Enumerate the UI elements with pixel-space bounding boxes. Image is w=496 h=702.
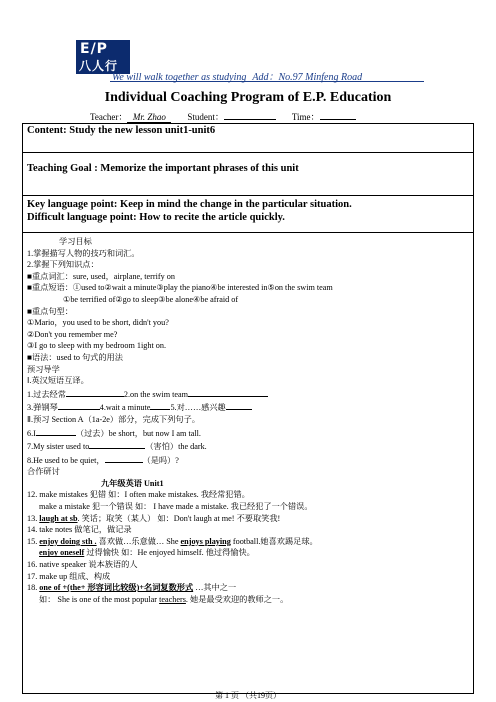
header-divider [110, 81, 424, 82]
section-heading: 学习目标 [59, 237, 92, 246]
key-phrases-line: ■重点短语：①used to②wait a minute③play the piano④be interested in⑤on the swim team [27, 283, 333, 293]
content-text: Content: Study the new lesson unit1-unit6 [27, 125, 216, 136]
answer-blank [226, 400, 252, 410]
phrase-key: enjoy doing sth . [39, 536, 97, 546]
phrase-example [27, 547, 469, 559]
time-label: Time： [291, 112, 320, 122]
phrase-item [27, 582, 469, 594]
key-phrases-line: ①be terrified of②go to sleep③be alone④be afraid of [63, 294, 239, 304]
exercise-prompt: 8.He used to be quiet， [27, 455, 105, 465]
student-blank [224, 119, 276, 120]
phrase-key: enjoy oneself [39, 548, 85, 558]
page-header [0, 0, 496, 83]
phrase-item: 16. native speaker 说本族语的人 [27, 560, 138, 570]
exercise-prompt: 4.wait a minute [99, 403, 151, 413]
teacher-line [90, 110, 356, 123]
phrase-highlight: enjoys playing [180, 536, 231, 546]
exercise-line [27, 387, 469, 401]
answer-blank [150, 400, 170, 410]
logo-text-bottom: 八人行 [79, 59, 119, 73]
logo-text-top: E/P [80, 41, 108, 57]
exercise-prompt: 2.on the swim team [123, 389, 189, 399]
key-sentence: ①Mario，you used to be short, didn't you? [27, 318, 169, 328]
key-sentences-heading: ■重点句型： [27, 306, 73, 316]
teaching-goal-row [22, 152, 474, 196]
grammar-line: ■语法：used to 句式的用法 [27, 352, 123, 362]
lesson-body [22, 232, 474, 694]
answer-blank [89, 439, 145, 449]
phrase-key: laugh at sb [39, 513, 78, 523]
phrase-key: one of +(the+ 形容词比较级)+名词复数形式 [39, 583, 194, 593]
phrase-gloss: 过得愉快 如：He enjoyed himself. 他过得愉快。 [84, 548, 255, 558]
exercise-prompt: 7.My sister used to [27, 442, 90, 452]
item-number: 15. [27, 536, 40, 546]
answer-blank [66, 387, 124, 397]
difficult-language-point: Difficult language point: How to recite the article quickly. [27, 212, 285, 223]
exercise-prompt: 6.I [27, 428, 36, 438]
phrase-example: make a mistake 犯一个错误 如： I have made a mistake. 我已经犯了一个错误。 [39, 502, 313, 512]
phrase-gloss: …其中之一 [193, 583, 237, 593]
exercise-line [27, 439, 469, 453]
objective-line: 2.掌握下列知识点： [27, 260, 99, 270]
content-row [22, 123, 474, 153]
item-number: 13. [27, 513, 40, 523]
item-number: 18. [27, 583, 40, 593]
teaching-goal-text: Teaching Goal : Memorize the important phrases of this unit [27, 163, 299, 174]
exercise-prompt: （是吗）? [142, 455, 179, 465]
exercise-prompt: 1.过去经常 [27, 389, 66, 399]
phrase-item: 17. make up 组成、构成 [27, 571, 111, 581]
exercise-prompt: 5.对……感兴趣 [170, 403, 226, 413]
slogan: We will walk together as studying [112, 72, 247, 83]
student-label: Student： [187, 112, 224, 122]
phrase-item: 12. make mistakes 犯错 如：I often make mistakes. 我经常犯错。 [27, 490, 250, 500]
document-title: Individual Coaching Program of E.P. Education [104, 90, 392, 105]
key-language-point: Key language point: Keep in mind the change in the particular situation. [27, 199, 352, 210]
answer-blank [188, 387, 268, 397]
address: Add：No.97 Minfeng Road [252, 72, 363, 83]
teacher-name: Mr. Zhao [127, 112, 171, 123]
time-blank [320, 119, 356, 120]
phrase-gloss: 喜欢做…乐意做… She [96, 536, 181, 546]
phrase-gloss: 如： She is one of the most popular [39, 594, 160, 604]
exercise-prompt: （过去）be short，but now I am tall. [75, 428, 201, 438]
answer-blank [36, 426, 76, 436]
unit-title: 九年级英语 Unit1 [101, 478, 164, 488]
phrase-item [27, 513, 469, 525]
exercise-heading: Ⅰ.英汉短语互译。 [27, 376, 89, 386]
key-sentence: ③I go to sleep with my bedroom 1ight on. [27, 341, 167, 351]
exercise-line [27, 426, 469, 440]
language-points-row [22, 195, 474, 233]
exercise-line [27, 453, 469, 467]
section-heading: 预习导学 [27, 364, 60, 374]
key-vocab-line: ■重点词汇：sure, used，airplane, terrify on [27, 271, 175, 281]
phrase-example [27, 594, 469, 606]
phrase-item [27, 536, 469, 548]
key-sentence: ②Don't you remember me? [27, 329, 118, 339]
objective-line: 1.掌握描写人物的技巧和词汇。 [27, 248, 140, 258]
page-footer: 第 1 页 （共19页） [215, 691, 281, 700]
exercise-prompt: （害怕）the dark. [145, 442, 207, 452]
exercise-line [27, 400, 469, 414]
phrase-item: 14. take notes 做笔记，做记录 [27, 525, 132, 535]
answer-blank [58, 400, 100, 410]
phrase-gloss: . 她是最受欢迎的教师之一。 [185, 594, 289, 604]
answer-blank [105, 453, 143, 463]
section-heading: 合作研讨 [27, 467, 60, 477]
exercise-heading: Ⅱ.预习 Section A（1a-2e）部分，完成下列句子。 [27, 414, 200, 424]
teacher-label: Teacher： [90, 112, 128, 122]
exercise-prompt: 3.弹钢琴 [27, 403, 58, 413]
phrase-highlight: teachers [159, 594, 186, 604]
phrase-gloss: . 笑话；取笑（某人） 如：Don't laugh at me! 不要取笑我! [77, 513, 281, 523]
phrase-gloss: football.她喜欢踢足球。 [230, 536, 318, 546]
